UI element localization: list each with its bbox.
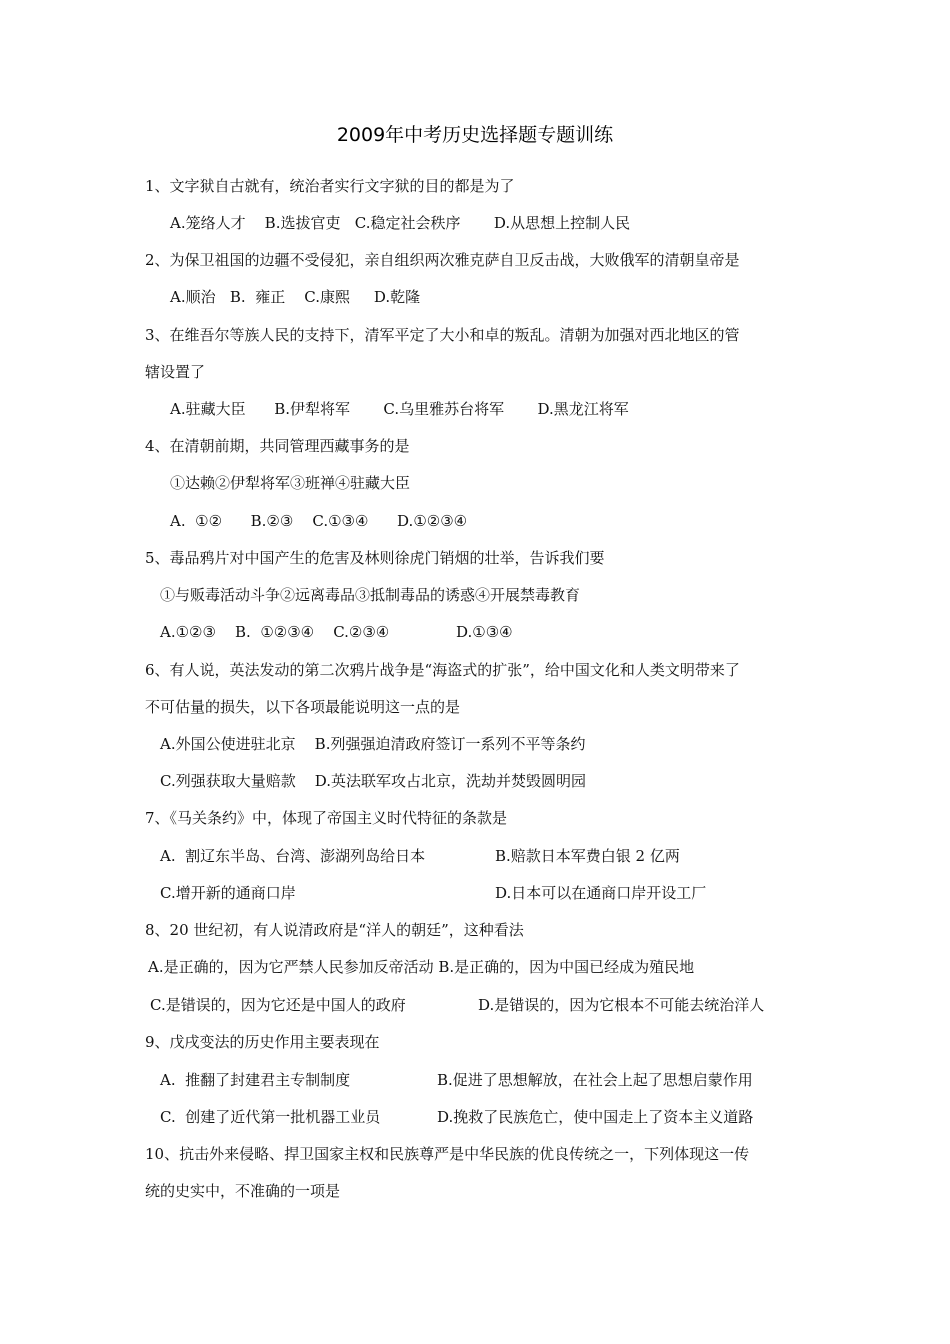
question-4: 4、在清朝前期，共同管理西藏事务的是 bbox=[145, 437, 410, 455]
question-2: 2、为保卫祖国的边疆不受侵犯，亲自组织两次雅克萨自卫反击战，大败俄军的清朝皇帝是 bbox=[145, 251, 740, 269]
question-7: 7、《马关条约》中，体现了帝国主义时代特征的条款是 bbox=[145, 809, 508, 827]
question-4-statements: ①达赖②伊犁将军③班禅④驻藏大臣 bbox=[170, 474, 411, 492]
question-7-option-a: A. 割辽东半岛、台湾、澎湖列岛给日本 bbox=[160, 847, 426, 865]
question-6-options-ab: A.外国公使进驻北京 B.列强强迫清政府签订一系列不平等条约 bbox=[160, 735, 586, 753]
question-7-option-b: B.赔款日本军费白银 2 亿两 bbox=[495, 847, 680, 865]
question-8-option-c: C.是错误的，因为它还是中国人的政府 bbox=[150, 996, 406, 1014]
question-9-option-a: A. 推翻了封建君主专制制度 bbox=[160, 1071, 351, 1089]
question-10-continued: 统的史实中，不准确的一项是 bbox=[145, 1182, 341, 1200]
question-3-continued: 辖设置了 bbox=[145, 363, 206, 381]
question-5: 5、毒品鸦片对中国产生的危害及林则徐虎门销烟的壮举，告诉我们要 bbox=[145, 549, 605, 567]
page-title: 2009年中考历史选择题专题训练 bbox=[336, 124, 614, 146]
question-5-options: A.①②③ B. ①②③④ C.②③④ D.①③④ bbox=[160, 623, 513, 641]
question-6-options-cd: C.列强获取大量赔款 D.英法联军攻占北京，洗劫并焚毁圆明园 bbox=[160, 772, 587, 790]
question-2-options: A.顺治 B. 雍正 C.康熙 D.乾隆 bbox=[170, 288, 421, 306]
question-1: 1、文字狱自古就有，统治者实行文字狱的目的都是为了 bbox=[145, 177, 515, 195]
question-3: 3、在维吾尔等族人民的支持下，清军平定了大小和卓的叛乱。清朝为加强对西北地区的管 bbox=[145, 326, 740, 344]
question-9-option-c: C. 创建了近代第一批机器工业员 bbox=[160, 1108, 381, 1126]
question-1-options: A.笼络人才 B.选拔官吏 C.稳定社会秩序 D.从思想上控制人民 bbox=[170, 214, 631, 232]
question-8-options-ab: A.是正确的，因为它严禁人民参加反帝活动 B.是正确的，因为中国已经成为殖民地 bbox=[148, 958, 695, 976]
question-9-option-b: B.促进了思想解放，在社会上起了思想启蒙作用 bbox=[437, 1071, 753, 1089]
question-3-options: A.驻藏大臣 B.伊犁将军 C.乌里雅苏台将军 D.黑龙江将军 bbox=[170, 400, 629, 418]
question-10: 10、抗击外来侵略、捍卫国家主权和民族尊严是中华民族的优良传统之一，下列体现这一传 bbox=[145, 1145, 750, 1163]
question-5-statements: ①与贩毒活动斗争②远离毒品③抵制毒品的诱惑④开展禁毒教育 bbox=[160, 586, 581, 604]
question-6: 6、有人说，英法发动的第二次鸦片战争是“海盗式的扩张”，给中国文化和人类文明带来了 bbox=[145, 661, 740, 679]
question-7-option-d: D.日本可以在通商口岸开设工厂 bbox=[495, 884, 707, 902]
question-7-option-c: C.增开新的通商口岸 bbox=[160, 884, 296, 902]
question-6-continued: 不可估量的损失，以下各项最能说明这一点的是 bbox=[145, 698, 461, 716]
question-8-option-d: D.是错误的，因为它根本不可能去统治洋人 bbox=[478, 996, 765, 1014]
question-4-options: A. ①② B.②③ C.①③④ D.①②③④ bbox=[170, 512, 468, 530]
question-8: 8、20 世纪初，有人说清政府是“洋人的朝廷”，这种看法 bbox=[145, 921, 524, 939]
question-9-option-d: D.挽救了民族危亡，使中国走上了资本主义道路 bbox=[437, 1108, 754, 1126]
question-9: 9、戊戌变法的历史作用主要表现在 bbox=[145, 1033, 380, 1051]
